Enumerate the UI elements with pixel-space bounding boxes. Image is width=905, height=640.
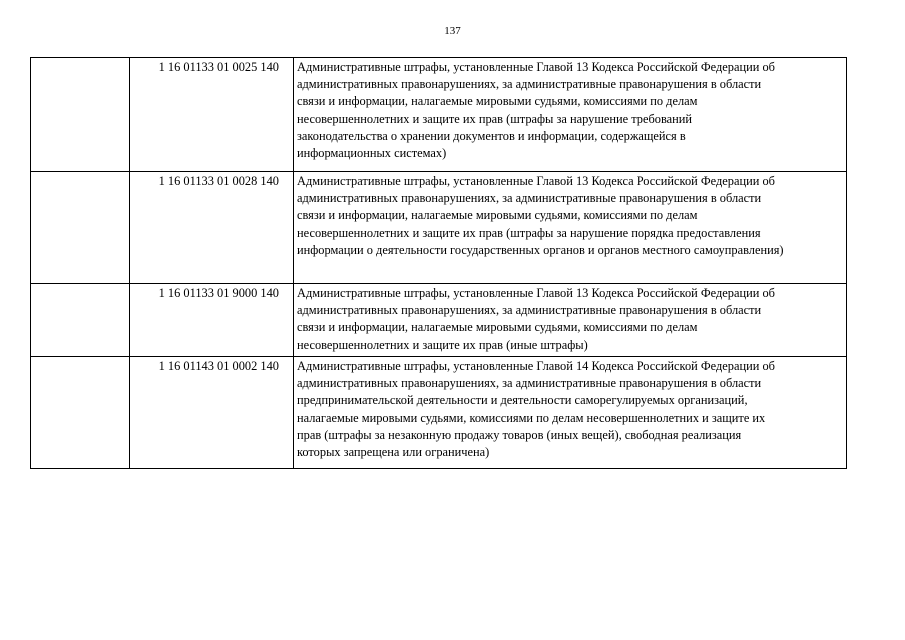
description-line: связи и информации, налагаемые мировыми судьями, комиссиями по делам (297, 94, 698, 109)
description-line: Административные штрафы, установленные Главой 13 Кодекса Российской Федерации об (297, 286, 775, 300)
description-line: административных правонарушениях, за административные правонарушения в области (297, 191, 762, 206)
empty-cell (31, 172, 130, 284)
description-line: которых запрещена или ограничена) (297, 445, 490, 460)
description-line: Административные штрафы, установленные Главой 13 Кодекса Российской Федерации об (297, 174, 775, 188)
table-row (31, 58, 847, 172)
description-line: связи и информации, налагаемые мировыми судьями, комиссиями по делам (297, 320, 698, 335)
description-line: Административные штрафы, установленные Главой 14 Кодекса Российской Федерации об (297, 359, 775, 373)
description-line: административных правонарушениях, за административные правонарушения в области (297, 77, 762, 92)
description-cell (294, 284, 847, 357)
description-line: административных правонарушениях, за административные правонарушения в области (297, 376, 762, 391)
table-row (31, 357, 847, 469)
description-line: информации о деятельности государственных органов и органов местного самоуправления) (297, 242, 784, 257)
description-line: предпринимательской деятельности и деятельности саморегулируемых организаций, (297, 393, 748, 408)
empty-cell (31, 357, 130, 469)
description-line: информационных системах) (297, 146, 447, 161)
description-line: прав (штрафы за незаконную продажу товаров (иных вещей), свободная реализация (297, 427, 742, 442)
description-cell (294, 172, 847, 284)
description-line: несовершеннолетних и защите их прав (иные штрафы) (297, 337, 588, 352)
table-row (31, 172, 847, 284)
code-cell: 1 16 01133 01 0025 140 (130, 58, 294, 172)
description-line: Административные штрафы, установленные Главой 13 Кодекса Российской Федерации об (297, 60, 775, 74)
description-line: связи и информации, налагаемые мировыми судьями, комиссиями по делам (297, 208, 698, 223)
page-number: 137 (444, 25, 461, 37)
empty-cell (31, 284, 130, 357)
description-cell (294, 357, 847, 469)
description-cell (294, 58, 847, 172)
code-cell: 1 16 01133 01 9000 140 (130, 284, 294, 357)
code-cell: 1 16 01143 01 0002 140 (130, 357, 294, 469)
description-line: законодательства о хранении документов и информации, содержащейся в (297, 128, 686, 143)
table-row (31, 284, 847, 357)
description-line: налагаемые мировыми судьями, комиссиями по делам несовершеннолетних и защите их (297, 410, 766, 425)
description-line: несовершеннолетних и защите их прав (штрафы за нарушение порядка предоставления (297, 225, 761, 240)
description-line: административных правонарушениях, за административные правонарушения в области (297, 303, 762, 318)
description-line: несовершеннолетних и защите их прав (штрафы за нарушение требований (297, 111, 693, 126)
codes-table (30, 57, 847, 469)
code-cell: 1 16 01133 01 0028 140 (130, 172, 294, 284)
empty-cell (31, 58, 130, 172)
